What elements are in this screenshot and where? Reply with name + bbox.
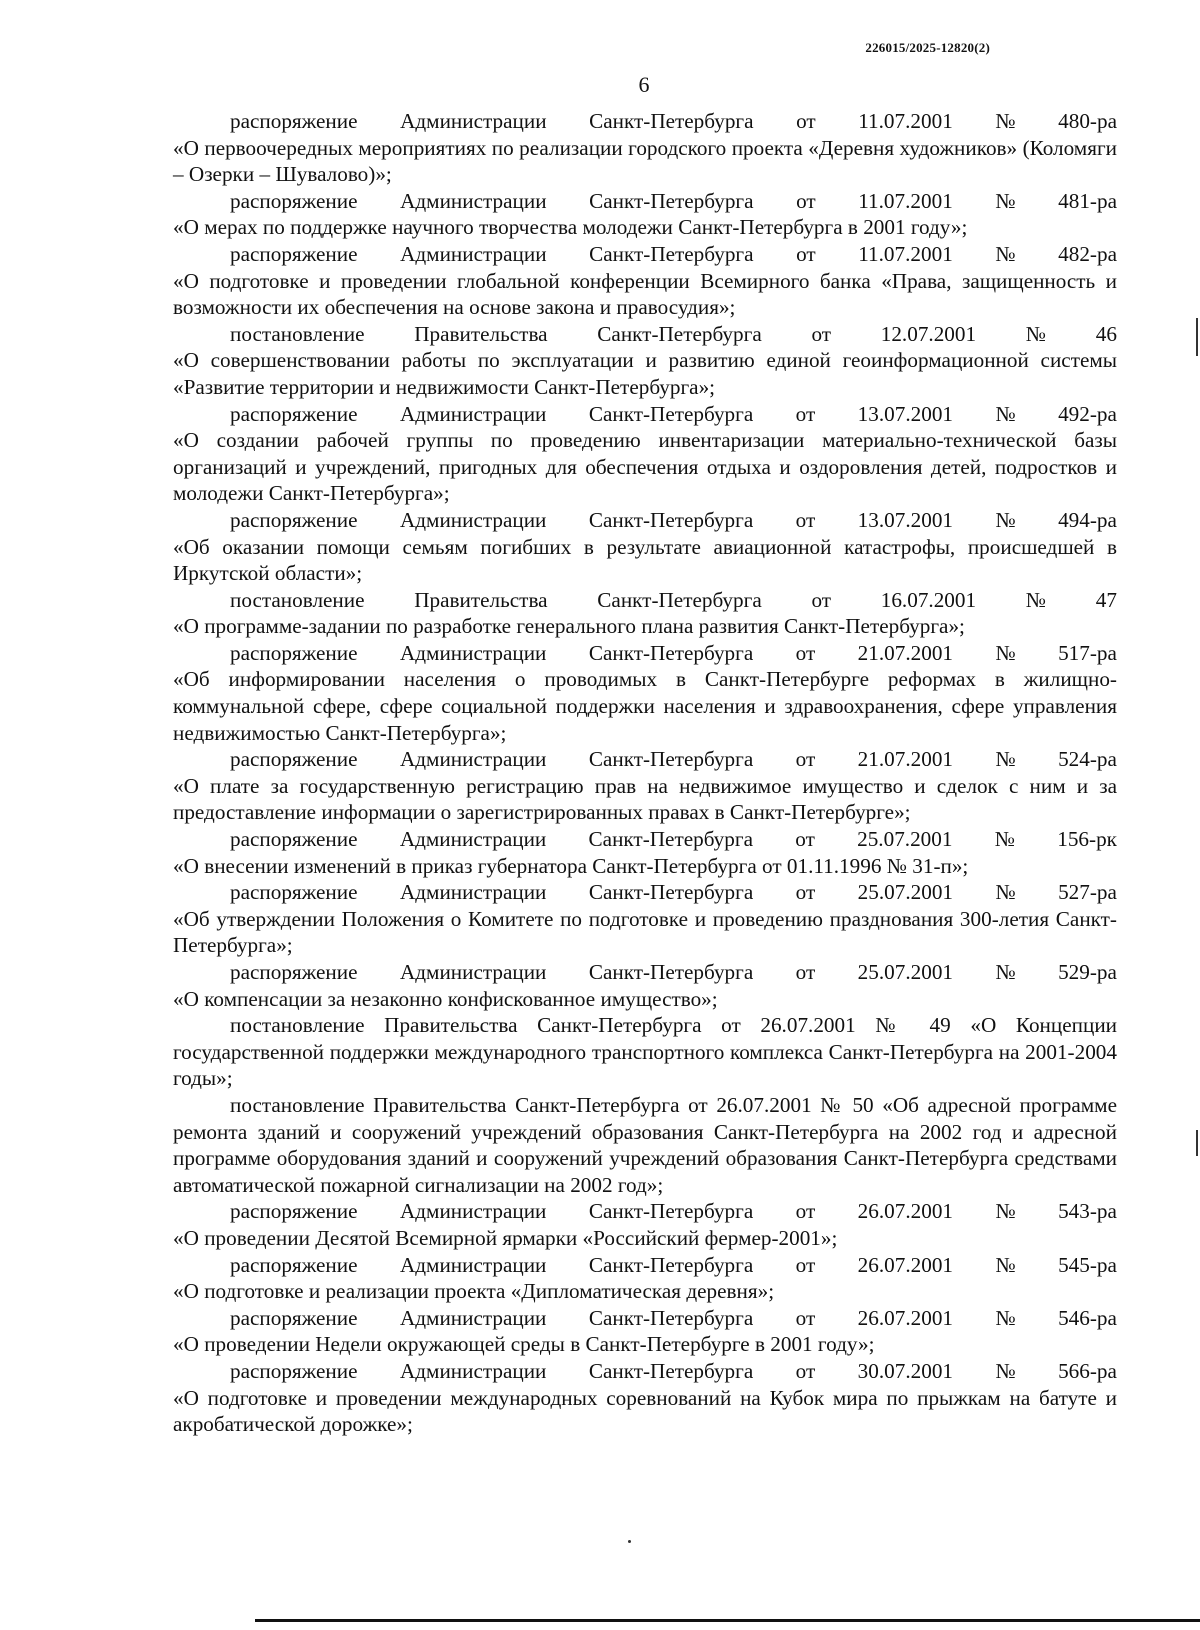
act-title: «О внесении изменений в приказ губернатора Санкт-Петербурга от 01.11.1996 № 31-п»; (173, 853, 969, 878)
act-heading-line (173, 1358, 1117, 1385)
legal-act-entry (173, 1252, 1117, 1305)
act-paragraph: постановление Правительства Санкт-Петербурга от 26.07.2001 № 50 «Об адресной программе ремонта зданий и сооружений учреждений образования Санкт-Петербурга на 2002 год и адресной программе оборудования зданий и сооружений учреждений образования Санкт-Петербурга средствами автоматической пожарной сигнализации на 2002 год»; (173, 1092, 1117, 1197)
legal-act-entry (173, 507, 1117, 587)
act-heading-word: распоряжение (230, 960, 358, 984)
act-title: «О первоочередных мероприятиях по реализации городского проекта «Деревня художников» (Коломяги – Озерки – Шувалово)»; (173, 135, 1117, 187)
act-heading-line (173, 241, 1117, 268)
act-heading-word: распоряжение (230, 241, 358, 266)
act-heading-word: № (995, 188, 1016, 213)
legal-act-entry (173, 1198, 1117, 1251)
act-heading-line (173, 587, 1117, 614)
act-heading-word: Администрации (399, 960, 547, 984)
act-heading-word: 21.07.2001 (857, 747, 954, 772)
act-heading-word: от (795, 827, 815, 852)
act-title: «О подготовке и реализации проекта «Дипломатическая деревня»; (173, 1279, 775, 1304)
act-heading-word: от (796, 109, 816, 133)
act-heading-word: от (795, 747, 816, 772)
act-heading-word: 25.07.2001 (857, 827, 953, 852)
act-heading-word: Администрации (399, 1305, 547, 1330)
document-body (173, 108, 1117, 1438)
act-heading-word: Санкт-Петербурга (597, 321, 762, 346)
act-heading-line (173, 401, 1117, 428)
scan-edge-mark (1196, 1130, 1198, 1156)
act-heading-word: распоряжение (230, 109, 358, 133)
act-title: «О подготовке и проведении глобальной конференции Всемирного банка «Права, защищенность и возможности их обеспечения на основе закона и правосудия»; (173, 268, 1117, 320)
act-heading-line (173, 959, 1117, 986)
act-heading-word: распоряжение (230, 827, 358, 852)
act-heading-word: Санкт-Петербурга (588, 1358, 754, 1383)
act-heading-word: 26.07.2001 (857, 1305, 954, 1330)
act-heading-word: № (994, 827, 1015, 852)
act-heading-word: от (795, 960, 816, 984)
act-heading-word: Санкт-Петербурга (588, 401, 754, 426)
act-heading-word: Санкт-Петербурга (588, 1199, 754, 1224)
act-heading-word: Администрации (399, 747, 547, 772)
act-heading-word: от (796, 188, 816, 213)
act-heading-word: распоряжение (230, 1305, 358, 1330)
act-heading-word: от (795, 401, 816, 426)
legal-act-entry (173, 587, 1117, 640)
act-heading-word: Санкт-Петербурга (597, 587, 762, 612)
act-heading-word: 13.07.2001 (857, 507, 954, 532)
act-heading-word: 545-ра (1058, 1252, 1117, 1277)
act-heading-word: Санкт-Петербурга (589, 241, 754, 266)
act-title: «О совершенствовании работы по эксплуатации и развитию единой геоинформационной системы «Развитие территории и недвижимости Санкт-Петербурга»; (173, 348, 1117, 399)
act-heading-word: 524-ра (1058, 747, 1117, 772)
legal-act-entry (173, 879, 1117, 959)
act-heading-word: от (796, 241, 816, 266)
act-heading-word: от (795, 640, 816, 665)
act-heading-word: от (811, 587, 832, 612)
act-heading-word: постановление (230, 587, 365, 612)
act-heading-word: от (795, 1199, 816, 1224)
act-heading-word: 546-ра (1058, 1305, 1117, 1330)
act-heading-line (173, 746, 1117, 773)
act-title: «О подготовке и проведении международных соревнований на Кубок мира по прыжкам на батуте и акробатической дорожке»; (173, 1385, 1117, 1437)
act-title: «О создании рабочей группы по проведению инвентаризации материально-технической базы организаций и учреждений, пригодных для обеспечения отдыха и оздоровления детей, подростков и молодежи Санкт-Петербурга»; (173, 428, 1117, 506)
act-heading-word: распоряжение (230, 1252, 358, 1277)
act-heading-word: Администрации (400, 241, 547, 266)
act-heading-line (173, 1305, 1117, 1332)
page-number: 6 (638, 72, 650, 97)
act-heading-word: Санкт-Петербурга (588, 640, 754, 665)
act-heading-word: № (995, 109, 1016, 133)
act-heading-word: Правительства (414, 587, 548, 612)
act-heading-word: Администрации (400, 109, 547, 133)
act-heading-line (173, 640, 1117, 667)
act-heading-word: 566-ра (1058, 1358, 1117, 1383)
act-heading-word: Санкт-Петербурга (588, 1305, 754, 1330)
act-heading-word: от (795, 1252, 816, 1277)
act-heading-word: распоряжение (230, 747, 358, 772)
act-heading-line (173, 879, 1117, 906)
scan-bottom-rule (255, 1619, 1200, 1622)
legal-act-entry (173, 188, 1117, 241)
act-heading-word: № (995, 507, 1016, 532)
act-heading-word: Санкт-Петербурга (588, 507, 754, 532)
act-heading-word: 47 (1095, 587, 1117, 612)
act-heading-line (173, 826, 1117, 853)
act-heading-word: от (795, 1358, 816, 1383)
act-heading-line (173, 108, 1117, 135)
legal-act-entry (173, 108, 1117, 188)
act-heading-word: № (995, 880, 1016, 905)
act-heading-word: Правительства (414, 321, 548, 346)
act-heading-word: 11.07.2001 (858, 109, 953, 133)
act-heading-word: от (795, 880, 816, 905)
act-heading-word: Администрации (399, 401, 547, 426)
act-heading-word: Администрации (399, 1199, 547, 1224)
act-heading-word: Санкт-Петербурга (588, 960, 754, 984)
act-heading-word: Санкт-Петербурга (588, 827, 753, 852)
act-heading-word: Администрации (399, 1358, 547, 1383)
act-heading-word: 480-ра (1058, 109, 1117, 133)
act-title: «О проведении Десятой Всемирной ярмарки «Российский фермер-2001»; (173, 1225, 838, 1250)
act-title: «Об оказании помощи семьям погибших в результате авиационной катастрофы, происшедшей в Иркутской области»; (173, 534, 1117, 586)
scan-edge-mark (1196, 318, 1198, 356)
act-heading-word: 11.07.2001 (858, 241, 953, 266)
act-title: «Об информировании населения о проводимых в Санкт-Петербурге реформах в жилищно-коммунальной сфере, сфере социальной поддержки населения и здравоохранения, сфере управления недвижимостью Санкт-Петербурга»; (173, 667, 1117, 745)
act-heading-word: распоряжение (230, 188, 358, 213)
legal-act-entry (173, 640, 1117, 746)
legal-act-entry (173, 1012, 1117, 1092)
act-heading-word: 46 (1095, 321, 1117, 346)
act-heading-line (173, 507, 1117, 534)
act-heading-line (173, 188, 1117, 215)
act-heading-word: № (995, 1358, 1016, 1383)
act-heading-word: 16.07.2001 (880, 587, 977, 612)
act-heading-word: № (1025, 587, 1047, 612)
legal-act-entry (173, 321, 1117, 401)
act-heading-word: Администрации (399, 507, 547, 532)
act-heading-word: от (811, 321, 832, 346)
act-heading-word: распоряжение (230, 1358, 358, 1383)
act-heading-word: 26.07.2001 (857, 1199, 954, 1224)
act-heading-line (173, 1198, 1117, 1225)
act-heading-word: Санкт-Петербурга (588, 880, 754, 905)
act-heading-word: 26.07.2001 (857, 1252, 954, 1277)
act-heading-word: Санкт-Петербурга (588, 747, 754, 772)
document-id: 226015/2025-12820(2) (865, 40, 990, 55)
act-heading-word: 11.07.2001 (858, 188, 953, 213)
act-heading-word: Санкт-Петербурга (589, 188, 754, 213)
act-heading-word: 492-ра (1058, 401, 1117, 426)
act-heading-word: 517-ра (1058, 640, 1117, 665)
act-heading-word: распоряжение (230, 507, 358, 532)
act-heading-word: 543-ра (1058, 1199, 1117, 1224)
act-heading-word: распоряжение (230, 880, 358, 905)
act-heading-word: распоряжение (230, 640, 358, 665)
act-heading-word: 30.07.2001 (857, 1358, 954, 1383)
act-heading-word: 494-ра (1058, 507, 1117, 532)
legal-act-entry (173, 959, 1117, 1012)
legal-act-entry (173, 1358, 1117, 1438)
act-paragraph: постановление Правительства Санкт-Петербурга от 26.07.2001 № 49 «О Концепции государственной поддержки международного транспортного комплекса Санкт-Петербурга на 2001-2004 годы»; (173, 1013, 1117, 1091)
act-heading-word: распоряжение (230, 401, 358, 426)
act-heading-word: 25.07.2001 (857, 960, 954, 984)
act-heading-word: 156-рк (1057, 827, 1117, 852)
act-heading-word: № (995, 1199, 1016, 1224)
legal-act-entry (173, 826, 1117, 879)
act-heading-word: Администрации (400, 188, 547, 213)
act-heading-word: № (995, 960, 1016, 984)
legal-act-entry (173, 241, 1117, 321)
act-heading-word: 13.07.2001 (857, 401, 954, 426)
act-heading-word: 529-ра (1058, 960, 1117, 984)
act-heading-word: Администрации (399, 827, 547, 852)
act-heading-word: № (995, 401, 1016, 426)
act-heading-word: Администрации (399, 640, 547, 665)
act-heading-word: 527-ра (1058, 880, 1117, 905)
act-heading-word: 25.07.2001 (857, 880, 954, 905)
act-heading-word: 21.07.2001 (857, 640, 954, 665)
act-heading-word: № (995, 241, 1016, 266)
act-heading-word: № (995, 1305, 1016, 1330)
act-heading-word: 12.07.2001 (880, 321, 977, 346)
act-heading-word: от (795, 507, 816, 532)
act-heading-word: № (995, 747, 1016, 772)
act-title: «О плате за государственную регистрацию прав на недвижимое имущество и сделок с ним и за предоставление информации о зарегистрированных правах в Санкт-Петербурге»; (173, 773, 1117, 825)
act-heading-word: Санкт-Петербурга (588, 1252, 754, 1277)
act-title: «О компенсации за незаконно конфискованное имущество»; (173, 986, 718, 1011)
act-heading-word: от (795, 1305, 816, 1330)
act-heading-word: Администрации (399, 1252, 547, 1277)
act-heading-word: № (995, 640, 1016, 665)
legal-act-entry (173, 746, 1117, 826)
act-heading-word: 481-ра (1058, 188, 1117, 213)
act-heading-word: Санкт-Петербурга (589, 109, 754, 133)
act-heading-word: № (1025, 321, 1047, 346)
legal-act-entry (173, 1092, 1117, 1198)
act-title: «О программе-задании по разработке генерального плана развития Санкт-Петербурга»; (173, 614, 965, 639)
act-heading-line (173, 1252, 1117, 1279)
act-heading-word: Администрации (399, 880, 547, 905)
legal-act-entry (173, 401, 1117, 507)
act-heading-word: распоряжение (230, 1199, 358, 1224)
act-title: «Об утверждении Положения о Комитете по подготовке и проведению празднования 300-летия Санкт-Петербурга»; (173, 906, 1117, 958)
act-heading-word: № (995, 1252, 1016, 1277)
act-heading-word: постановление (230, 321, 365, 346)
scan-speck (628, 1540, 631, 1543)
act-title: «О проведении Недели окружающей среды в Санкт-Петербурге в 2001 году»; (173, 1332, 875, 1357)
legal-act-entry (173, 1305, 1117, 1358)
act-title: «О мерах по поддержке научного творчества молодежи Санкт-Петербурга в 2001 году»; (173, 215, 968, 240)
act-heading-word: 482-ра (1058, 241, 1117, 266)
act-heading-line (173, 321, 1117, 348)
